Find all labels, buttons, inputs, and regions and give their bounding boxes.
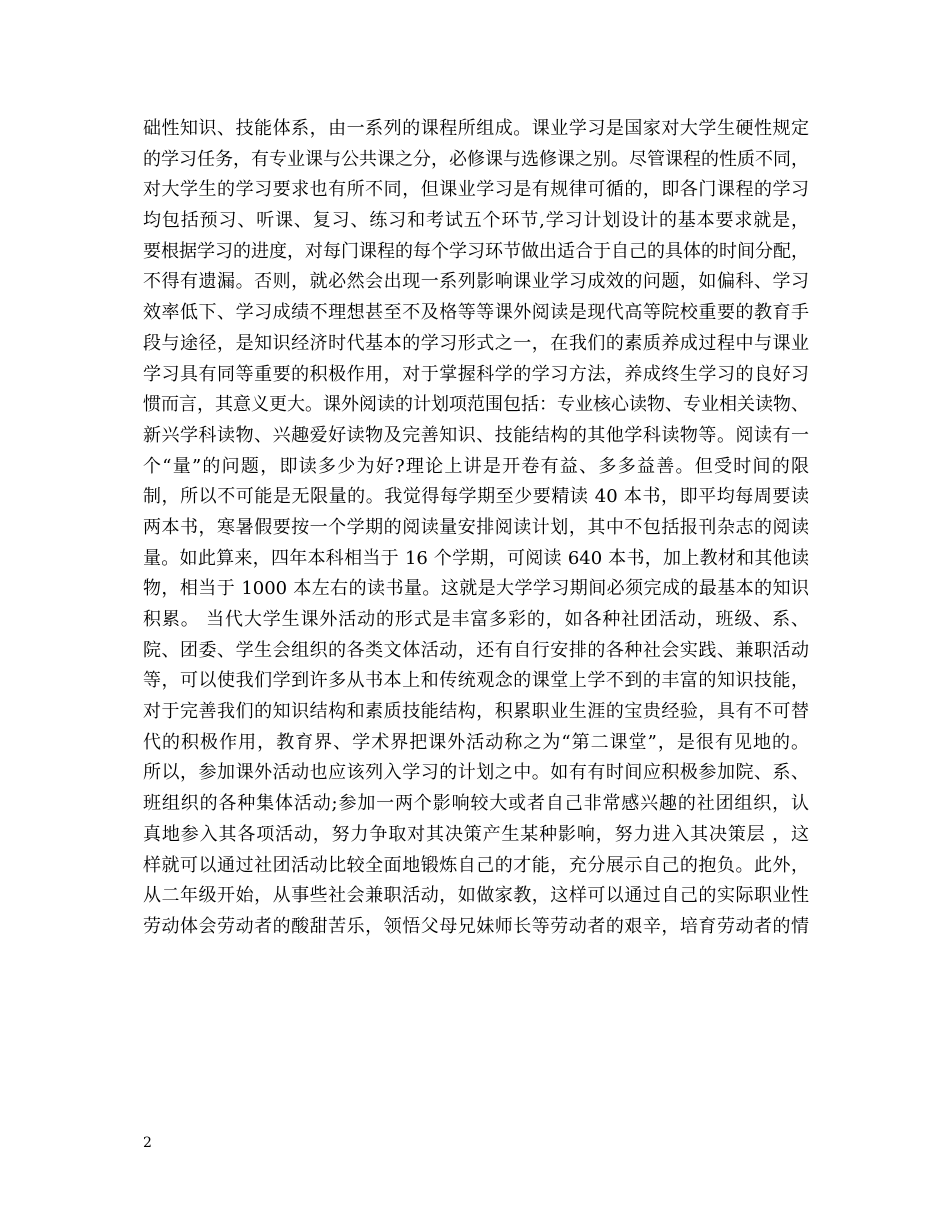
page-number: 2	[143, 1135, 152, 1151]
text-line: 班组织的各种集体活动;参加一两个影响较大或者自己非常感兴趣的社团组织，认	[143, 793, 809, 815]
text-line: 对大学生的学习要求也有所不同，但课业学习是有规律可循的，即各门课程的学习	[143, 179, 809, 201]
text-line: 真地参入其各项活动，努力争取对其决策产生某种影响，努力进入其决策层 ，这	[143, 823, 809, 845]
text-line: 量。如此算来，四年本科相当于 16 个学期，可阅读 640 本书，加上教材和其他读	[143, 547, 809, 569]
text-line: 对于完善我们的知识结构和素质技能结构，积累职业生涯的宝贵经验，具有不可替	[143, 701, 809, 723]
text-line: 从二年级开始，从事些社会兼职活动，如做家教，这样可以通过自己的实际职业性	[143, 885, 809, 907]
text-line: 所以，参加课外活动也应该列入学习的计划之中。如有有时间应积极参加院、系、	[143, 762, 809, 784]
text-line: 要根据学习的进度，对每门课程的每个学习环节做出适合于自己的具体的时间分配，	[143, 240, 809, 262]
text-line: 个“量”的问题，即读多少为好?理论上讲是开卷有益、多多益善。但受时间的限	[143, 455, 809, 477]
text-line: 等，可以使我们学到许多从书本上和传统观念的课堂上学不到的丰富的知识技能，	[143, 670, 809, 692]
text-line: 段与途径，是知识经济时代基本的学习形式之一，在我们的素质养成过程中与课业	[143, 332, 809, 354]
text-line: 学习具有同等重要的积极作用，对于掌握科学的学习方法，养成终生学习的良好习	[143, 363, 809, 385]
text-line: 均包括预习、听课、复习、练习和考试五个环节,学习计划设计的基本要求就是，	[143, 210, 809, 232]
text-line: 础性知识、技能体系，由一系列的课程所组成。课业学习是国家对大学生硬性规定	[143, 118, 809, 139]
text-line: 院、团委、学生会组织的各类文体活动，还有自行安排的各种社会实践、兼职活动	[143, 639, 809, 661]
text-line: 效率低下、学习成绩不理想甚至不及格等等课外阅读是现代高等院校重要的教育手	[143, 302, 809, 324]
text-line: 制，所以不可能是无限量的。我觉得每学期至少要精读 40 本书，即平均每周要读	[143, 486, 809, 508]
text-line: 物，相当于 1000 本左右的读书量。这就是大学学习期间必须完成的最基本的知识	[143, 578, 809, 600]
text-line: 不得有遗漏。否则，就必然会出现一系列影响课业学习成效的问题，如偏科、学习	[143, 271, 809, 293]
text-line: 代的积极作用，教育界、学术界把课外活动称之为“第二课堂”，是很有见地的。	[143, 731, 809, 753]
body-text	[143, 114, 809, 943]
text-line: 惯而言，其意义更大。课外阅读的计划项范围包括：专业核心读物、专业相关读物、	[143, 394, 809, 416]
text-line: 样就可以通过社团活动比较全面地锻炼自己的才能，充分展示自己的抱负。此外，	[143, 854, 809, 876]
text-line: 的学习任务，有专业课与公共课之分，必修课与选修课之别。尽管课程的性质不同，	[143, 148, 809, 170]
text-line: 新兴学科读物、兴趣爱好读物及完善知识、技能结构的其他学科读物等。阅读有一	[143, 424, 809, 446]
text-line: 积累。 当代大学生课外活动的形式是丰富多彩的，如各种社团活动，班级、系、	[143, 609, 809, 630]
text-line: 劳动体会劳动者的酸甜苦乐，领悟父母兄妹师长等劳动者的艰辛，培育劳动者的情	[143, 915, 809, 937]
text-line: 两本书，寒暑假要按一个学期的阅读量安排阅读计划，其中不包括报刊杂志的阅读	[143, 516, 809, 538]
